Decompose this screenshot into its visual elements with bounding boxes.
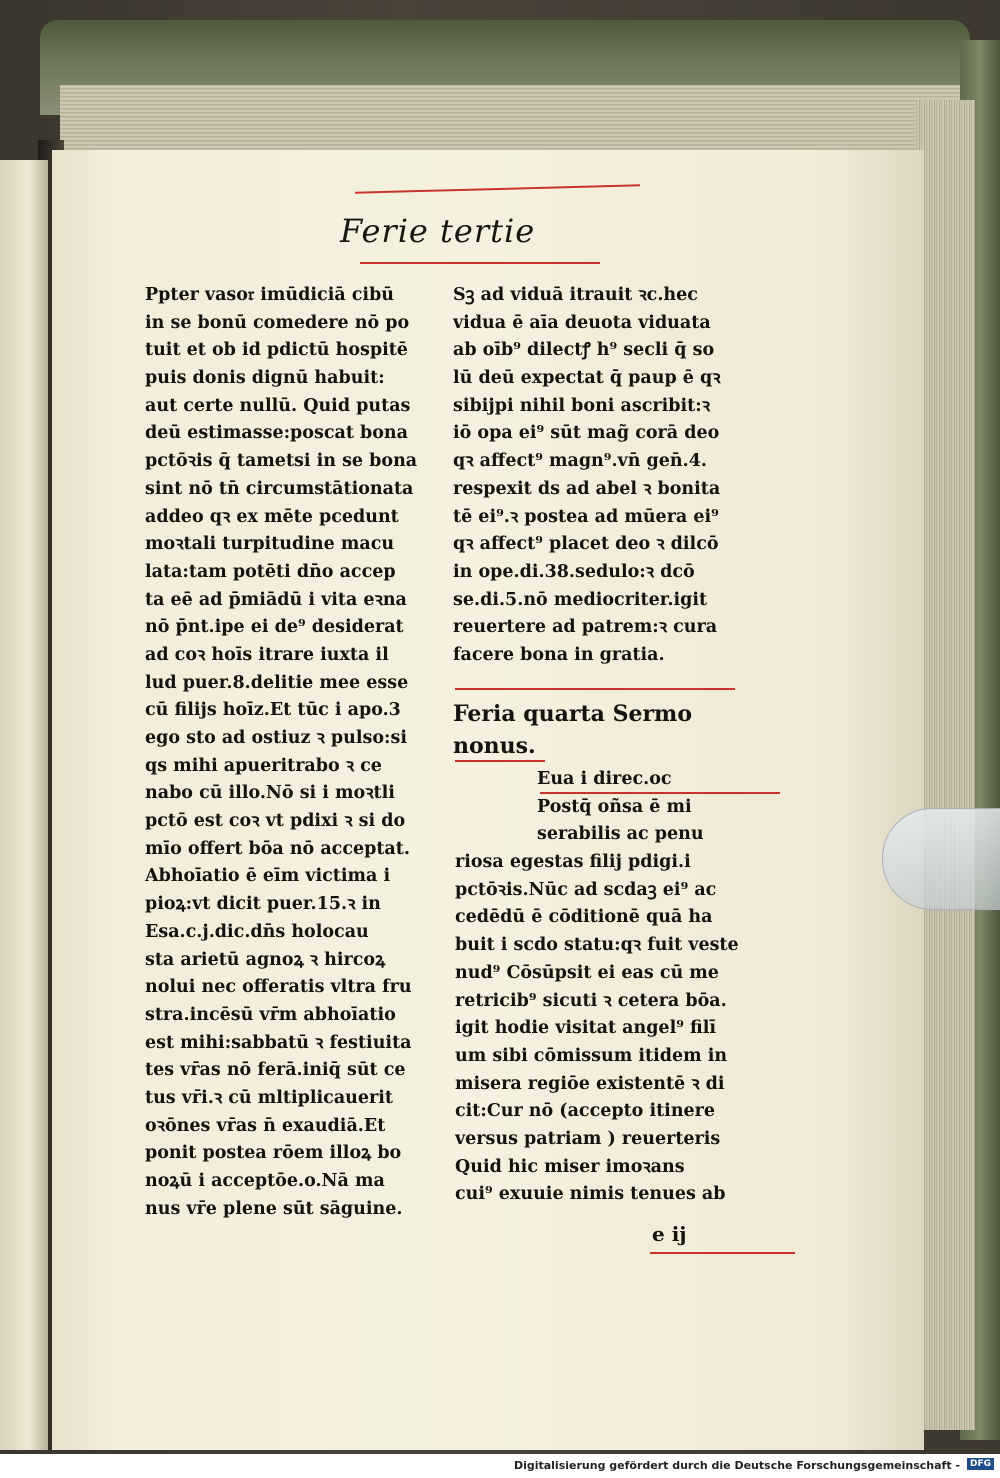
column-right-line: in ope.di.38.sedulo:ꝛ dcō (453, 561, 695, 582)
column-right-line: ab oīb⁹ dilectꝭ h⁹ secli q̄ so (453, 340, 715, 361)
column-left-line: lud puer.8.delitie mee esse (145, 672, 409, 693)
column-right-lower-line: um sibi cōmissum itidem in (455, 1045, 728, 1066)
column-left-line: qs mihi apueritrabo ꝛ ce (145, 755, 382, 776)
column-left-line: oꝛōnes vr̄as n̄ exaudiā.Et (145, 1115, 386, 1136)
column-left-line: Abhoīatio ē eīm victima i (145, 866, 391, 887)
column-left-line: tuit et ob id pdictū hospitē (145, 340, 408, 361)
signature-mark: e ij (652, 1222, 687, 1246)
column-right-lower-line: versus patriam ) reuerteris (455, 1128, 721, 1149)
running-head-title: Ferie tertie (340, 212, 536, 250)
column-left-line: nō p̄nt.ipe ei de⁹ desiderat (145, 617, 404, 638)
column-right-lower-line: misera regiōe existentē ꝛ di (455, 1073, 725, 1094)
text-column-right (453, 282, 753, 670)
column-left-line: ponit postea rōem illoꝝ bo (145, 1143, 402, 1164)
column-left-line: ad coꝛ hoīs itrare iuxta il (145, 644, 389, 665)
column-right-line: vidua ē aīa deuota viduata (453, 312, 711, 333)
column-right-lower-line: buit i scdo statu:qꝛ fuit veste (455, 935, 739, 956)
page-edges-top (60, 85, 960, 155)
column-left-line: addeo qꝛ ex mēte pcedunt (145, 506, 399, 527)
column-right-line: iō opa ei⁹ sūt mag̃ corā deo (453, 423, 720, 444)
column-right-lower-line: retricib⁹ sicuti ꝛ cetera bōa. (455, 990, 727, 1011)
footer-bar (0, 1454, 1000, 1478)
column-left-line: noꝝū i acceptōe.o.Nā ma (145, 1171, 385, 1191)
dfg-logo: DFG (967, 1458, 994, 1470)
column-left-line: tes vr̄as nō ferā.iniq̄ sūt ce (145, 1060, 406, 1081)
column-right-line: sibijpi nihil boni ascribit:ꝛ (453, 395, 710, 416)
column-right-lower-line: Postq̄ oñsa ē mi (537, 796, 692, 817)
column-left-line: pioꝝ:vt dicit puer.15.ꝛ in (145, 894, 381, 915)
column-right-lower-line: igit hodie visitat angel⁹ filī (455, 1018, 716, 1039)
column-right-line: facere bona in gratia. (453, 644, 665, 665)
column-left-line: pctō est coꝛ vt pdixi ꝛ si do (145, 811, 406, 832)
column-right-line: qꝛ affect⁹ placet deo ꝛ dilcō (453, 534, 719, 555)
text-column-right-lower (455, 766, 755, 1209)
column-left-line: puis donis dignū habuit: (145, 368, 385, 389)
column-right-lower-line: riosa egestas filij pdigi.i (455, 852, 691, 873)
page-edges-right (915, 100, 975, 1430)
column-left-line: nus vr̄e plene sūt sāguine. (145, 1198, 403, 1219)
rubric-line-signature (650, 1252, 795, 1254)
glass-page-clamp (882, 808, 1000, 910)
column-left-line: mīo offert bōa nō acceptat. (145, 838, 410, 859)
column-left-line: est mihi:sabbatū ꝛ festiuita (145, 1032, 412, 1053)
column-left-line: sint nō tn̄ circumstātionata (145, 478, 414, 499)
rubric-line-head (360, 262, 600, 264)
left-page-fragment (0, 160, 48, 1450)
column-left-line: ego sto ad ostiuz ꝛ pulso:si (145, 728, 407, 748)
column-left-line: cū filijs hoīz.Et tūc i apo.3 (145, 700, 401, 721)
column-left-line: nolui nec offeratis vltra fru (145, 977, 412, 998)
rubric-line-heading (455, 688, 735, 690)
sermon-heading (453, 698, 692, 762)
text-column-left (145, 282, 445, 1223)
column-left-line: ta eē ad p̄miādū i vita eꝛna (145, 589, 407, 610)
sermon-heading-line-2: nonus. (453, 733, 536, 759)
column-left-line: moꝛtali turpitudine macu (145, 534, 395, 555)
footer-credit: Digitalisierung gefördert durch die Deutsche Forschungsgemeinschaft - (513, 1459, 960, 1472)
column-left-line: Ppter vaso𝔯 imūdiciā cibū (145, 285, 395, 305)
running-head (340, 212, 535, 250)
column-left-line: tus vr̄i.ꝛ cū mltiplicauerit (145, 1087, 393, 1108)
column-right-line: qꝛ affect⁹ magn⁹.vn̄ gen̄.4. (453, 451, 707, 472)
column-left-line: deū estimasse:poscat bona (145, 423, 408, 444)
column-right-lower-line: cedēdū ē cōditionē quā ha (455, 907, 713, 928)
column-right-line: se.di.5.nō mediocriter.igit (453, 589, 708, 610)
sermon-heading-line-1: Feria quarta Sermo (453, 701, 693, 727)
column-right-lower-line: Eua i direc.oc (537, 769, 672, 789)
column-left-line: lata:tam potēti dn̄o accep (145, 561, 396, 582)
column-right-line: tē ei⁹.ꝛ postea ad mūera ei⁹ (453, 506, 719, 527)
column-left-line: nabo cū illo.Nō si i moꝛtli (145, 783, 395, 804)
column-left-line: in se bonū comedere nō po (145, 312, 410, 333)
column-right-lower-line: cit:Cur nō (accepto itinere (455, 1101, 716, 1122)
column-left-line: pctōꝛis q̄ tametsi in se bona (145, 451, 418, 472)
column-right-lower-line: serabilis ac penu (537, 824, 704, 845)
column-right-line: reuertere ad patrem:ꝛ cura (453, 617, 718, 638)
column-left-line: stra.incēsū vr̄m abhoīatio (145, 1004, 396, 1025)
column-left-line: aut certe nullū. Quid putas (145, 395, 411, 416)
column-right-lower-line: nud⁹ Cōsūpsit ei eas cū me (455, 962, 719, 983)
column-right-line: respexit ds ad abel ꝛ bonita (453, 478, 721, 499)
column-right-line: lū deū expectat q̄ paup ē qꝛ (453, 368, 721, 389)
column-left-line: Esa.c.j.dic.dn̄s holocau (145, 921, 369, 942)
column-right-lower-line: cui⁹ exuuie nimis tenues ab (455, 1184, 726, 1205)
column-right-lower-line: pctōꝛis.Nūc ad scdaꝫ ei⁹ ac (455, 879, 717, 900)
column-right-line: Sꝫ ad viduā itrauit ꝛc.hec (453, 285, 698, 305)
column-left-line: sta arietū agnoꝝ ꝛ hircoꝝ (145, 949, 386, 970)
column-right-lower-line: Quid hic miser imoꝛans (455, 1156, 685, 1177)
